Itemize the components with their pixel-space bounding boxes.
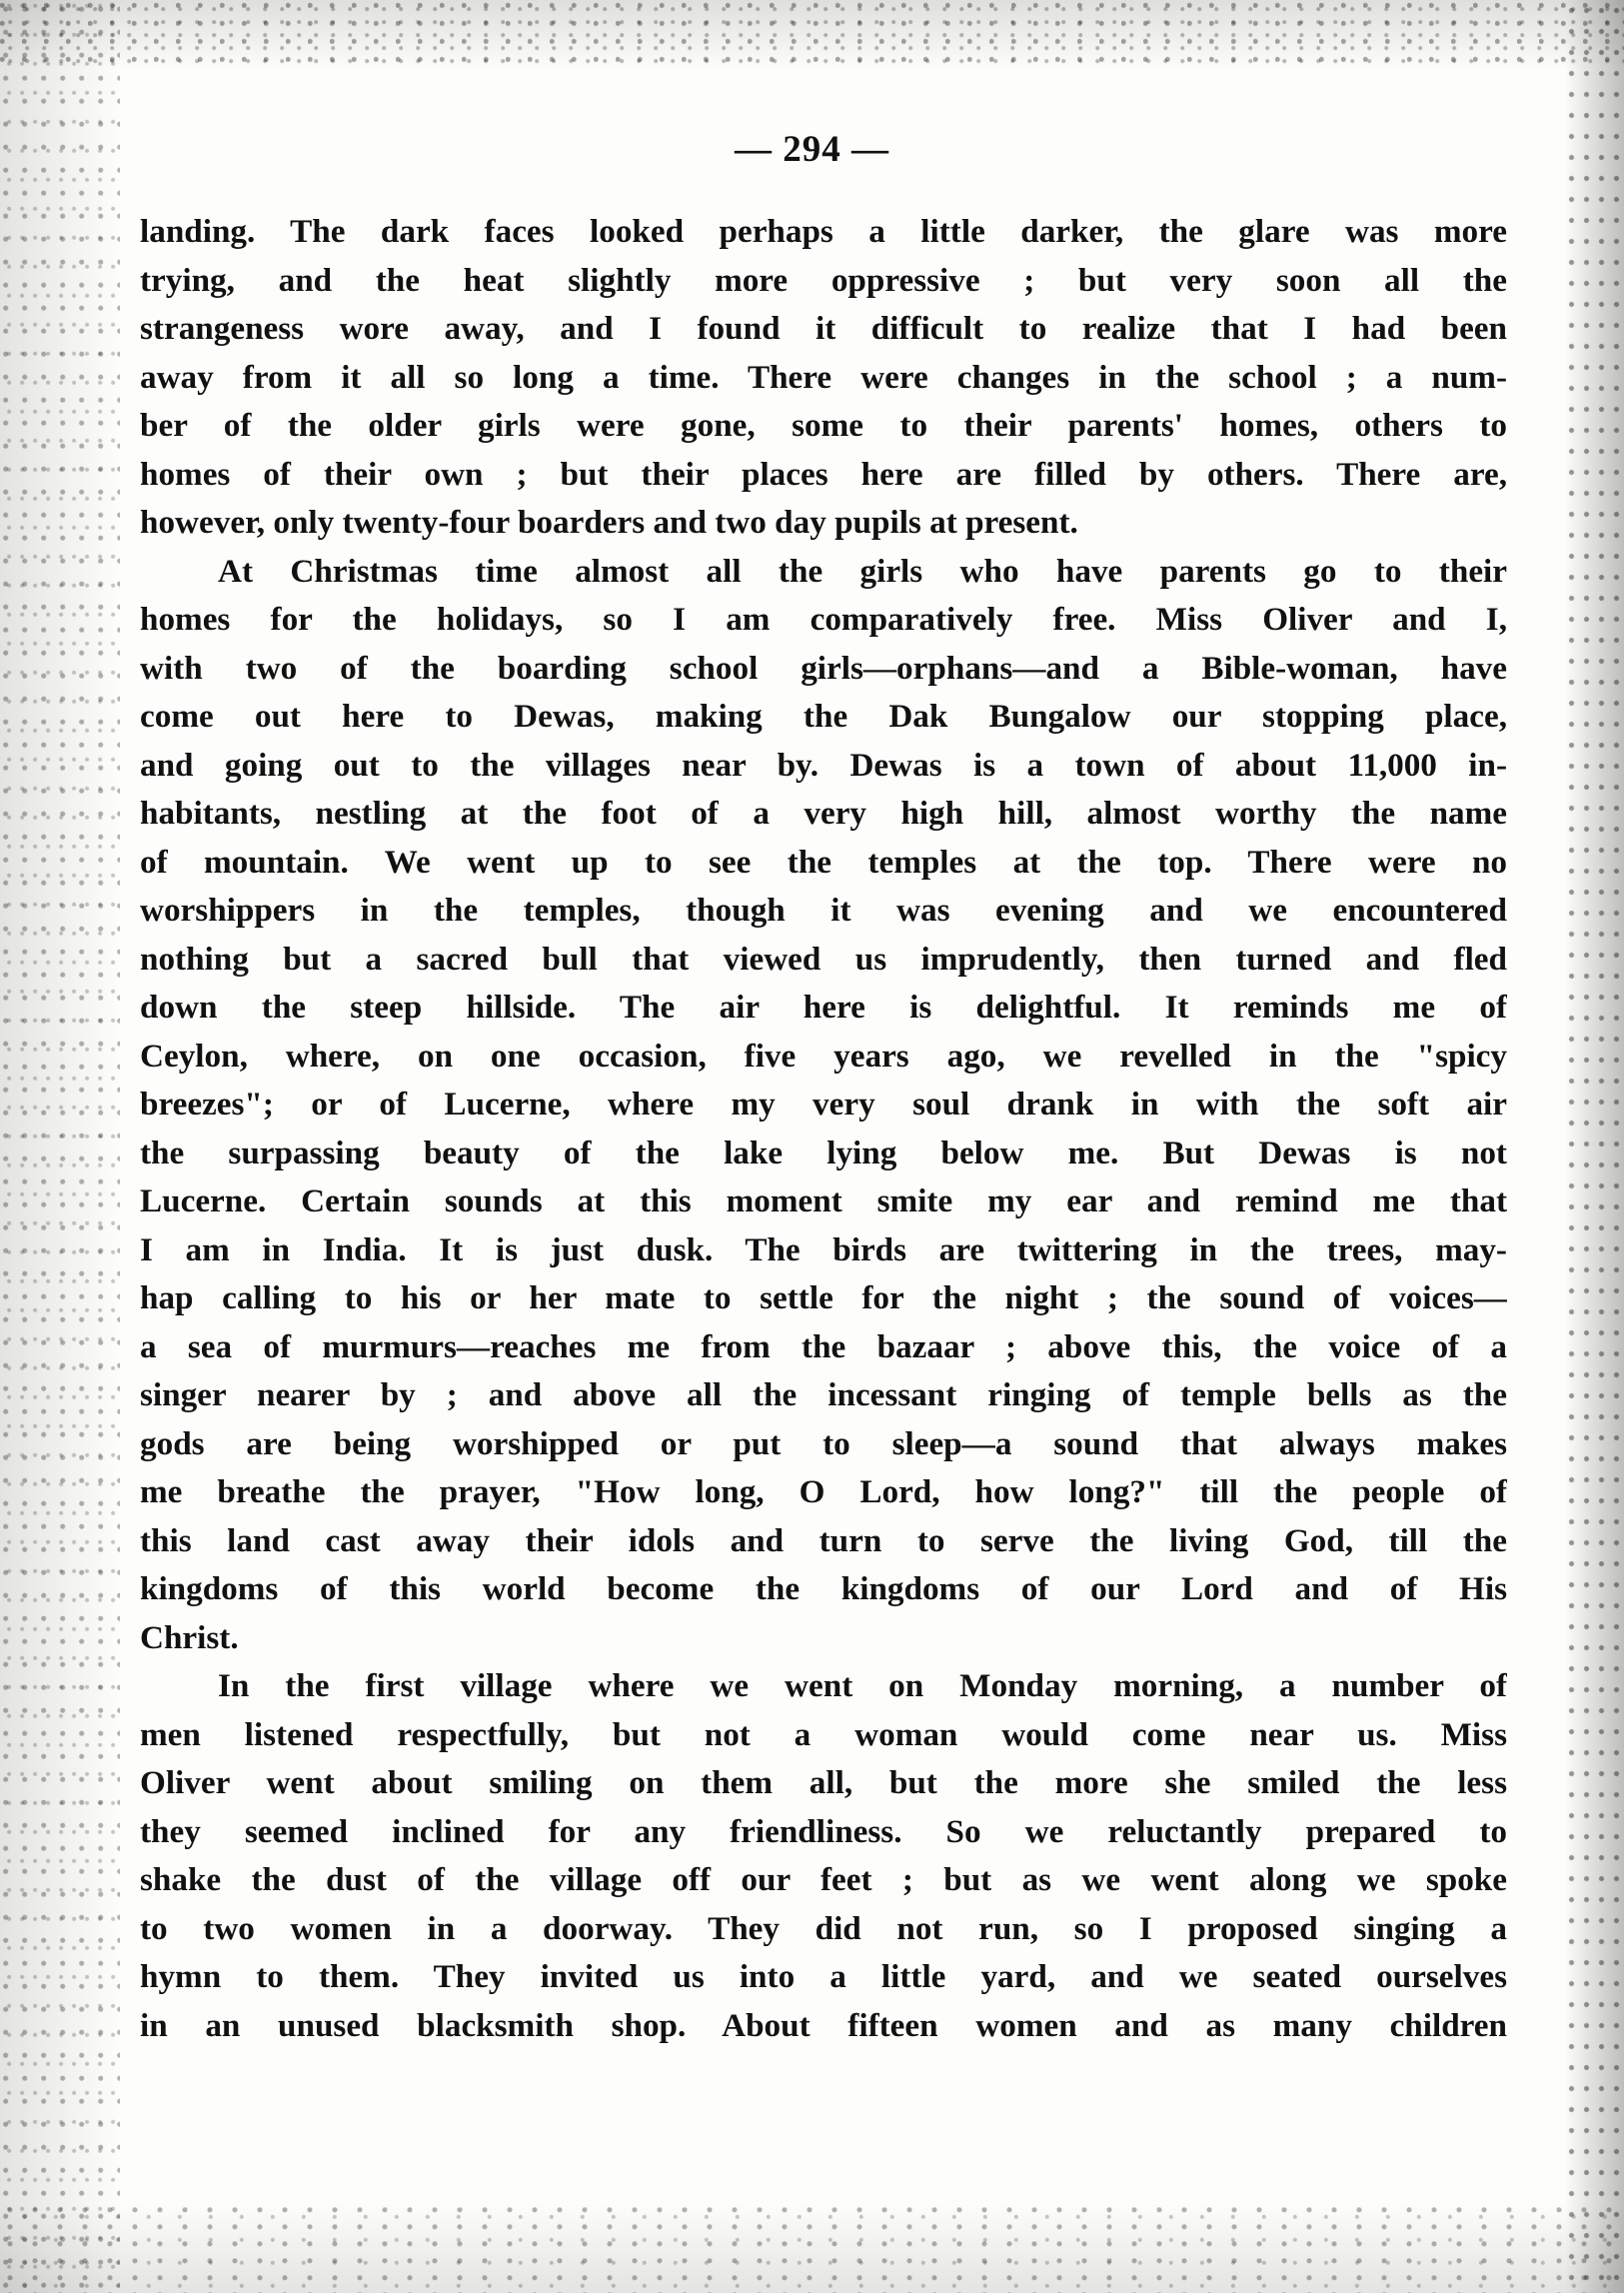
text-line: Lucerne. Certain sounds at this moment smite my ear and remind me that [140,1182,1507,1219]
text-line: At Christmas time almost all the girls who have parents go to their [218,552,1507,590]
text-line: away from it all so long a time. There were changes in the school ; a num- [140,358,1507,396]
text-line: worshippers in the temples, though it was evening and we encountered [140,892,1507,929]
text-line: shake the dust of the village off our feet ; but as we went along we spoke [140,1861,1507,1898]
text-line: this land cast away their idols and turn to serve the living God, till the [140,1521,1507,1559]
text-line: nothing but a sacred bull that viewed us imprudently, then turned and fled [140,940,1507,978]
text-line: homes for the holidays, so I am comparatively free. Miss Oliver and I, [140,601,1507,638]
text-line: me breathe the prayer, "How long, O Lord, how long?" till the people of [140,1473,1507,1510]
text-line: and going out to the villages near by. Dewas is a town of about 11,000 in- [140,746,1507,784]
page-number: — 294 — [735,129,889,170]
text-line: gods are being worshipped or put to sleep—a sound that always makes [140,1424,1507,1462]
text-line: I am in India. It is just dusk. The birds are twittering in the trees, may- [140,1230,1507,1268]
text-line: hap calling to his or her mate to settle for the night ; the sound of voices— [140,1279,1507,1316]
text-line: however, only twenty-four boarders and two day pupils at present. [140,504,1078,541]
scan-noise-bottom [0,2203,1624,2293]
text-line: trying, and the heat slightly more oppressive ; but very soon all the [140,261,1507,299]
text-line: of mountain. We went up to see the temples at the top. There were no [140,843,1507,881]
text-line: singer nearer by ; and above all the incessant ringing of temple bells as the [140,1376,1507,1413]
text-line: kingdoms of this world become the kingdoms of our Lord and of His [140,1570,1507,1607]
text-line: Ceylon, where, on one occasion, five years ago, we revelled in the "spicy [140,1037,1507,1075]
text-line: to two women in a doorway. They did not run, so I proposed singing a [140,1909,1507,1947]
text-line: habitants, nestling at the foot of a very high hill, almost worthy the name [140,795,1507,832]
text-line: men listened respectfully, but not a woman would come near us. Miss [140,1715,1507,1753]
text-line: landing. The dark faces looked perhaps a little darker, the glare was more [140,213,1507,250]
text-line: a sea of murmurs—reaches me from the bazaar ; above this, the voice of a [140,1327,1507,1365]
text-line: in an unused blacksmith shop. About fifteen women and as many children [140,2006,1507,2044]
scan-noise-right [1564,0,1624,2293]
text-line: come out here to Dewas, making the Dak Bungalow our stopping place, [140,698,1507,735]
text-line: down the steep hillside. The air here is delightful. It reminds me of [140,989,1507,1026]
text-line: ber of the older girls were gone, some to their parents' homes, others to [140,407,1507,444]
text-line: Oliver went about smiling on them all, but the more she smiled the less [140,1764,1507,1801]
text-line: homes of their own ; but their places here are filled by others. There are, [140,455,1507,493]
text-line: hymn to them. They invited us into a little yard, and we seated ourselves [140,1958,1507,1995]
text-line: they seemed inclined for any friendliness. So we reluctantly prepared to [140,1812,1507,1850]
scan-noise-top [0,0,1624,70]
text-line: breezes"; or of Lucerne, where my very soul drank in with the soft air [140,1086,1507,1123]
body-text [140,208,1507,2050]
text-line: strangeness wore away, and I found it difficult to realize that I had been [140,310,1507,347]
text-line: the surpassing beauty of the lake lying below me. But Dewas is not [140,1134,1507,1171]
text-line: In the first village where we went on Monday morning, a number of [218,1667,1507,1704]
scan-noise-left [0,0,120,2293]
text-line: with two of the boarding school girls—orphans—and a Bible-woman, have [140,649,1507,687]
text-line: Christ. [140,1618,239,1656]
